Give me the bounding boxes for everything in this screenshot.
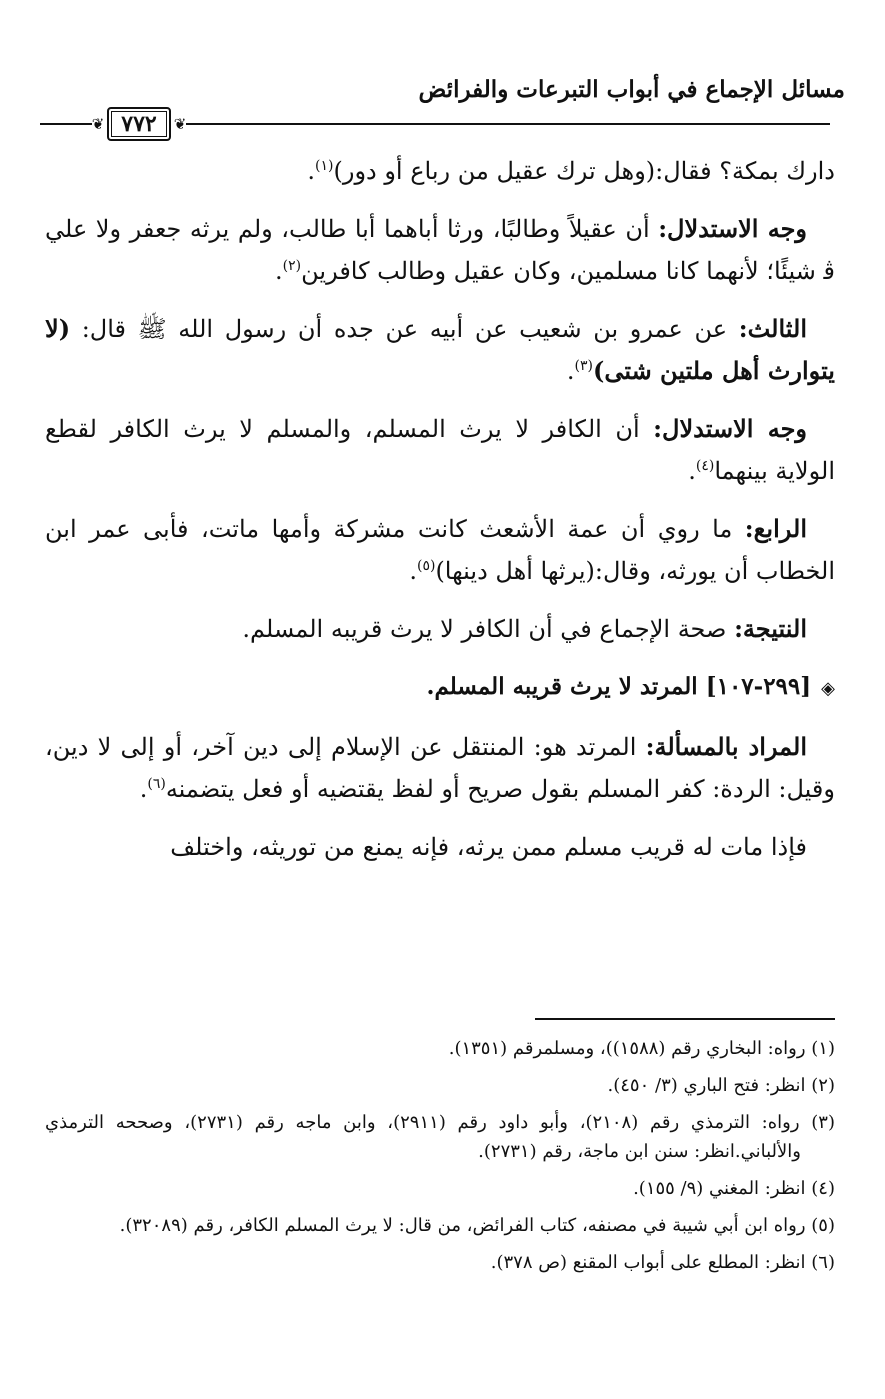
issue-number: [٢٩٩-١٠٧]	[705, 673, 812, 700]
footnote: (٣) رواه: الترمذي رقم (٢١٠٨)، وأبو داود رقم (٢٩١١)، وابن ماجه رقم (٢٧٣١)، وصححه الترمذي والألباني.انظر: سنن ابن ماجة، رقم (٢٧٣١).	[45, 1112, 835, 1162]
ornament-icon: ❦	[173, 115, 187, 133]
footnote-marker: (٦)	[147, 776, 166, 792]
paragraph-end: .	[139, 775, 148, 803]
footnote-marker: (٤)	[695, 458, 715, 474]
paragraph-end: .	[688, 457, 696, 485]
paragraph	[45, 408, 835, 492]
hadith-quote: (لا يتوارث أهل ملتين شتى)	[45, 314, 835, 385]
running-title: مسائل الإجماع في أبواب التبرعات والفرائض	[418, 76, 845, 103]
paragraph-label: الثالث:	[738, 314, 807, 343]
paragraph	[45, 826, 835, 868]
ornament-icon: ❦	[91, 115, 105, 133]
paragraph-label: الرابع:	[744, 514, 807, 543]
paragraph	[45, 726, 835, 810]
paragraph-text: صحة الإجماع في أن الكافر لا يرث قريبه المسلم.	[242, 615, 735, 643]
footnote: (٢) انظر: فتح الباري (٣/ ٤٥٠).	[607, 1075, 835, 1096]
paragraph-text: عن عمرو بن شعيب عن أبيه عن جده أن رسول الله ﷺ قال:	[70, 315, 739, 343]
footnote: (١) رواه: البخاري رقم (١٥٨٨))، ومسلمرقم (١٣٥١).	[448, 1038, 835, 1059]
paragraph-text: فإذا مات له قريب مسلم ممن يرثه، فإنه يمنع من توريثه، واختلف	[170, 833, 807, 861]
paragraph-text: المرتد هو: المنتقل عن الإسلام إلى دين آخر، أو إلى لا دين، وقيل: الردة: كفر المسلم بقول صريح أو لفظ يقتضيه أو فعل يتضمنه	[45, 733, 835, 803]
paragraph	[45, 150, 835, 192]
paragraph-text: أن الكافر لا يرث المسلم، والمسلم لا يرث الكافر لقطع الولاية بينهما	[45, 415, 835, 485]
paragraph-text: أن عقيلاً وطالبًا، ورثا أباهما أبا طالب، ولم يرثه جعفر ولا علي ﭬ شيئًا؛ لأنهما كانا مسلمين، وكان عقيل وطالب كافرين	[45, 215, 835, 285]
paragraph-end: .	[566, 357, 575, 385]
footnote-marker: (١)	[315, 158, 334, 174]
issue-title: المرتد لا يرث قريبه المسلم.	[426, 673, 706, 700]
page-header	[40, 70, 845, 137]
paragraph-text: دارك بمكة؟ فقال:(وهل ترك عقيل من رباع أو دور)	[333, 157, 835, 185]
footnote: (٦) انظر: المطلع على أبواب المقنع (ص ٣٧٨).	[490, 1252, 835, 1273]
issue-heading	[45, 666, 835, 710]
paragraph-end: .	[275, 257, 283, 285]
footnote-marker: (٢)	[282, 258, 302, 274]
paragraph-label: وجه الاستدلال:	[653, 414, 807, 443]
paragraph-label: النتيجة:	[734, 614, 807, 643]
paragraph-label: وجه الاستدلال:	[658, 214, 808, 243]
paragraph	[45, 508, 835, 592]
paragraph-end: .	[409, 557, 417, 585]
footnotes	[45, 1034, 835, 1285]
footnote-marker: (٣)	[574, 358, 593, 374]
footnote: (٤) انظر: المغني (٩/ ١٥٥).	[633, 1178, 835, 1199]
paragraph-label: المراد بالمسألة:	[645, 732, 807, 761]
page-number: ٧٧٢	[107, 107, 170, 141]
paragraph	[45, 208, 835, 292]
main-text	[45, 150, 835, 884]
paragraph-end: .	[307, 157, 316, 185]
paragraph	[45, 308, 835, 392]
page-number-box	[92, 102, 186, 146]
paragraph	[45, 608, 835, 650]
footnote-marker: (٥)	[416, 558, 436, 574]
footnote-separator	[535, 1018, 835, 1020]
paragraph-text: ما روي أن عمة الأشعث كانت مشركة وأمها ماتت، فأبى عمر ابن الخطاب أن يورثه، وقال:(يرثها أهل دينها)	[45, 515, 835, 585]
footnote: (٥) رواه ابن أبي شيبة في مصنفه، كتاب الفرائض، من قال: لا يرث المسلم الكافر، رقم (٣٢٠٨٩).	[119, 1215, 835, 1236]
diamond-icon: ◈	[821, 678, 835, 699]
